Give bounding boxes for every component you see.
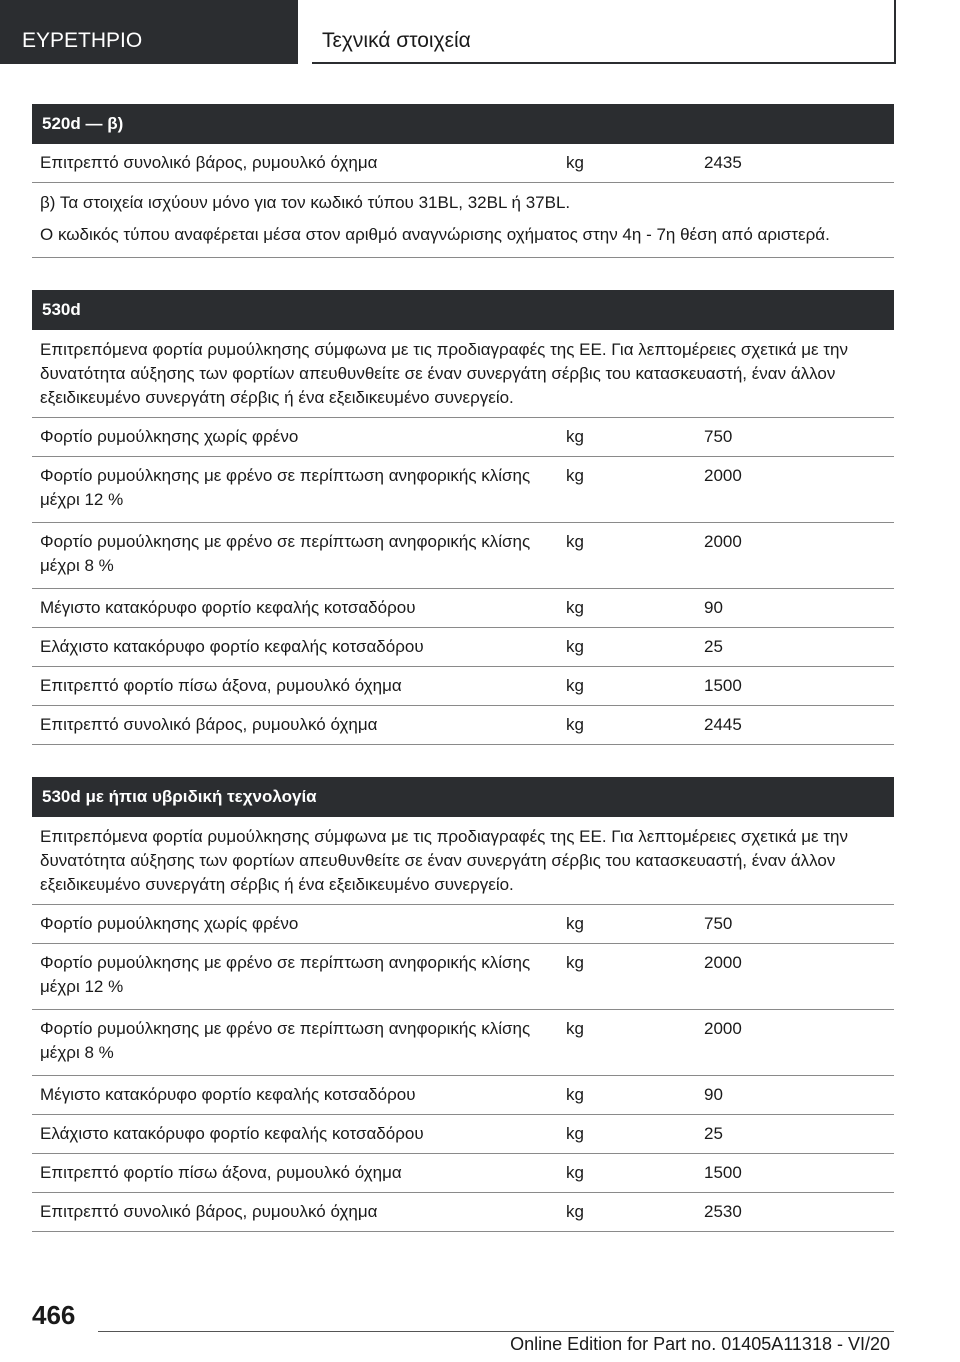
row-label: Φορτίο ρυμούλκησης χωρίς φρένο [40, 427, 299, 446]
row-label: Ελάχιστο κατακόρυφο φορτίο κεφαλής κοτσαδόρου [40, 1124, 424, 1143]
row-label: Φορτίο ρυμούλκησης χωρίς φρένο [40, 914, 299, 933]
row-unit: kg [566, 715, 584, 734]
edition-footer: Online Edition for Part no. 01405A11318 - VI/20 [510, 1334, 890, 1354]
page-number: 466 [32, 1300, 76, 1330]
row-unit: kg [566, 953, 584, 972]
table-row [32, 1193, 894, 1232]
table-row [32, 1010, 894, 1076]
section-530d-mild-hybrid [32, 777, 894, 1232]
table-row [32, 905, 894, 944]
table-row [32, 706, 894, 745]
footnote-text: β) Τα στοιχεία ισχύουν μόνο για τον κωδικό τύπου 31BL, 32BL ή 37BL. [40, 193, 571, 212]
row-value: 25 [704, 1124, 723, 1143]
row-unit: kg [566, 153, 584, 172]
section-520d [32, 104, 894, 258]
row-label: Φορτίο ρυμούλκησης με φρένο σε περίπτωση ανηφορικής κλίσης μέχρι 8 % [40, 1019, 531, 1062]
section-heading: 530d με ήπια υβριδική τεχνολογία [32, 777, 894, 817]
row-label: Φορτίο ρυμούλκησης με φρένο σε περίπτωση ανηφορικής κλίσης μέχρι 8 % [40, 532, 531, 575]
row-value: 1500 [704, 1163, 742, 1182]
section-intro: Επιτρεπόμενα φορτία ρυμούλκησης σύμφωνα με τις προδιαγραφές της ΕΕ. Για λεπτομέρειες σχετικά με την δυνατότητα αύξησης των φορτίων απευθυνθείτε σε έναν συνεργάτη σέρβις του κατασκευαστή, έναν άλλον εξειδικευμένο συνεργάτη σέρβις ή ένα εξειδικευμένο συνεργείο. [32, 330, 894, 418]
table-row [32, 667, 894, 706]
row-value: 2530 [704, 1202, 742, 1221]
row-value: 2000 [704, 953, 742, 972]
footnote-text: Ο κωδικός τύπου αναφέρεται μέσα στον αριθμό αναγνώρισης οχήματος στην 4η - 7η θέση από αριστερά. [40, 225, 830, 244]
spec-tables [32, 104, 894, 1232]
footer-divider [98, 1331, 894, 1332]
section-530d [32, 290, 894, 745]
row-value: 2435 [704, 153, 742, 172]
footnote-block [32, 183, 894, 258]
row-unit: kg [566, 1163, 584, 1182]
section-heading: 530d [32, 290, 894, 330]
row-unit: kg [566, 914, 584, 933]
table-row [32, 944, 894, 1010]
table-row [32, 1076, 894, 1115]
row-label: Μέγιστο κατακόρυφο φορτίο κεφαλής κοτσαδόρου [40, 598, 416, 617]
row-label: Ελάχιστο κατακόρυφο φορτίο κεφαλής κοτσαδόρου [40, 637, 424, 656]
chapter-title: Τεχνικά στοιχεία [322, 29, 471, 52]
table-row [32, 589, 894, 628]
row-unit: kg [566, 1202, 584, 1221]
row-label: Επιτρεπτό συνολικό βάρος, ρυμουλκό όχημα [40, 715, 378, 734]
row-value: 90 [704, 1085, 723, 1104]
row-value: 25 [704, 637, 723, 656]
index-tab-label: ΕΥΡΕΤΗΡΙΟ [22, 29, 143, 52]
row-unit: kg [566, 598, 584, 617]
row-value: 90 [704, 598, 723, 617]
row-label: Φορτίο ρυμούλκησης με φρένο σε περίπτωση ανηφορικής κλίσης μέχρι 12 % [40, 466, 531, 509]
section-intro: Επιτρεπόμενα φορτία ρυμούλκησης σύμφωνα με τις προδιαγραφές της ΕΕ. Για λεπτομέρειες σχετικά με την δυνατότητα αύξησης των φορτίων απευθυνθείτε σε έναν συνεργάτη σέρβις του κατασκευαστή, έναν άλλον εξειδικευμένο συνεργάτη σέρβις ή ένα εξειδικευμένο συνεργείο. [32, 817, 894, 905]
index-tab[interactable] [0, 0, 298, 64]
section-heading: 520d — β) [32, 104, 894, 144]
row-unit: kg [566, 1124, 584, 1143]
row-label: Επιτρεπτό συνολικό βάρος, ρυμουλκό όχημα [40, 153, 378, 172]
row-value: 750 [704, 427, 733, 446]
row-label: Επιτρεπτό φορτίο πίσω άξονα, ρυμουλκό όχημα [40, 676, 402, 695]
row-unit: kg [566, 1085, 584, 1104]
row-unit: kg [566, 1019, 584, 1038]
table-row [32, 628, 894, 667]
row-value: 1500 [704, 676, 742, 695]
row-value: 750 [704, 914, 733, 933]
row-unit: kg [566, 427, 584, 446]
table-row [32, 144, 894, 183]
row-label: Επιτρεπτό φορτίο πίσω άξονα, ρυμουλκό όχημα [40, 1163, 402, 1182]
row-unit: kg [566, 676, 584, 695]
row-label: Μέγιστο κατακόρυφο φορτίο κεφαλής κοτσαδόρου [40, 1085, 416, 1104]
row-unit: kg [566, 466, 584, 485]
row-label: Φορτίο ρυμούλκησης με φρένο σε περίπτωση ανηφορικής κλίσης μέχρι 12 % [40, 953, 531, 996]
row-label: Επιτρεπτό συνολικό βάρος, ρυμουλκό όχημα [40, 1202, 378, 1221]
table-row [32, 523, 894, 589]
table-row [32, 418, 894, 457]
chapter-header [312, 0, 896, 64]
row-value: 2000 [704, 1019, 742, 1038]
table-row [32, 1115, 894, 1154]
table-row [32, 457, 894, 523]
row-unit: kg [566, 637, 584, 656]
table-row [32, 1154, 894, 1193]
row-unit: kg [566, 532, 584, 551]
row-value: 2000 [704, 532, 742, 551]
row-value: 2000 [704, 466, 742, 485]
row-value: 2445 [704, 715, 742, 734]
